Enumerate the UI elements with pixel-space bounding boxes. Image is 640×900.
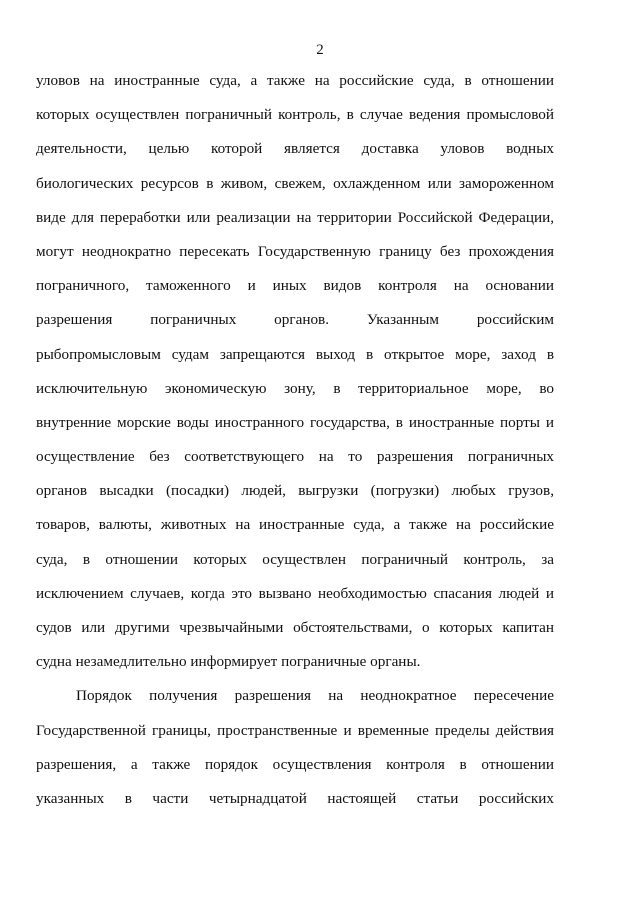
text-line: разрешения пограничных органов. Указанным российским (36, 311, 554, 329)
text-line: исключительную экономическую зону, в территориальное море, во (36, 379, 554, 397)
text-line: деятельности, целью которой является доставка уловов водных (36, 140, 554, 158)
text-line: могут неоднократно пересекать Государственную границу без прохождения (36, 242, 554, 260)
text-line: виде для переработки или реализации на территории Российской Федерации, (36, 208, 554, 226)
text-line: органов высадки (посадки) людей, выгрузки (погрузки) любых грузов, (36, 482, 554, 500)
text-line: которых осуществлен пограничный контроль, в случае ведения промысловой (36, 106, 554, 124)
text-line: указанных в части четырнадцатой настоящей статьи российских (36, 789, 554, 807)
text-line: внутренние морские воды иностранного государства, в иностранные порты и (36, 413, 554, 431)
text-line: рыбопромысловым судам запрещаются выход в открытое море, заход в (36, 345, 554, 363)
text-line: осуществление без соответствующего на то разрешения пограничных (36, 448, 554, 466)
text-line: суда, в отношении которых осуществлен пограничный контроль, за (36, 550, 554, 568)
page-number: 2 (316, 42, 324, 58)
text-line: Государственной границы, пространственные и временные пределы действия (36, 721, 554, 739)
text-line: исключением случаев, когда это вызвано необходимостью спасания людей и (36, 584, 554, 602)
text-line: биологических ресурсов в живом, свежем, охлажденном или замороженном (36, 174, 554, 192)
text-line: судна незамедлительно информирует пограничные органы. (36, 653, 421, 671)
text-line: судов или другими чрезвычайными обстоятельствами, о которых капитан (36, 619, 554, 636)
text-line: пограничного, таможенного и иных видов контроля на основании (36, 277, 554, 295)
text-line: уловов на иностранные суда, а также на российские суда, в отношении (36, 72, 554, 89)
document-body (36, 64, 554, 816)
text-line: товаров, валюты, животных на иностранные суда, а также на российские (36, 516, 554, 534)
text-line: Порядок получения разрешения на неоднократное пересечение (76, 687, 554, 705)
text-line: разрешения, а также порядок осуществления контроля в отношении (36, 755, 554, 773)
